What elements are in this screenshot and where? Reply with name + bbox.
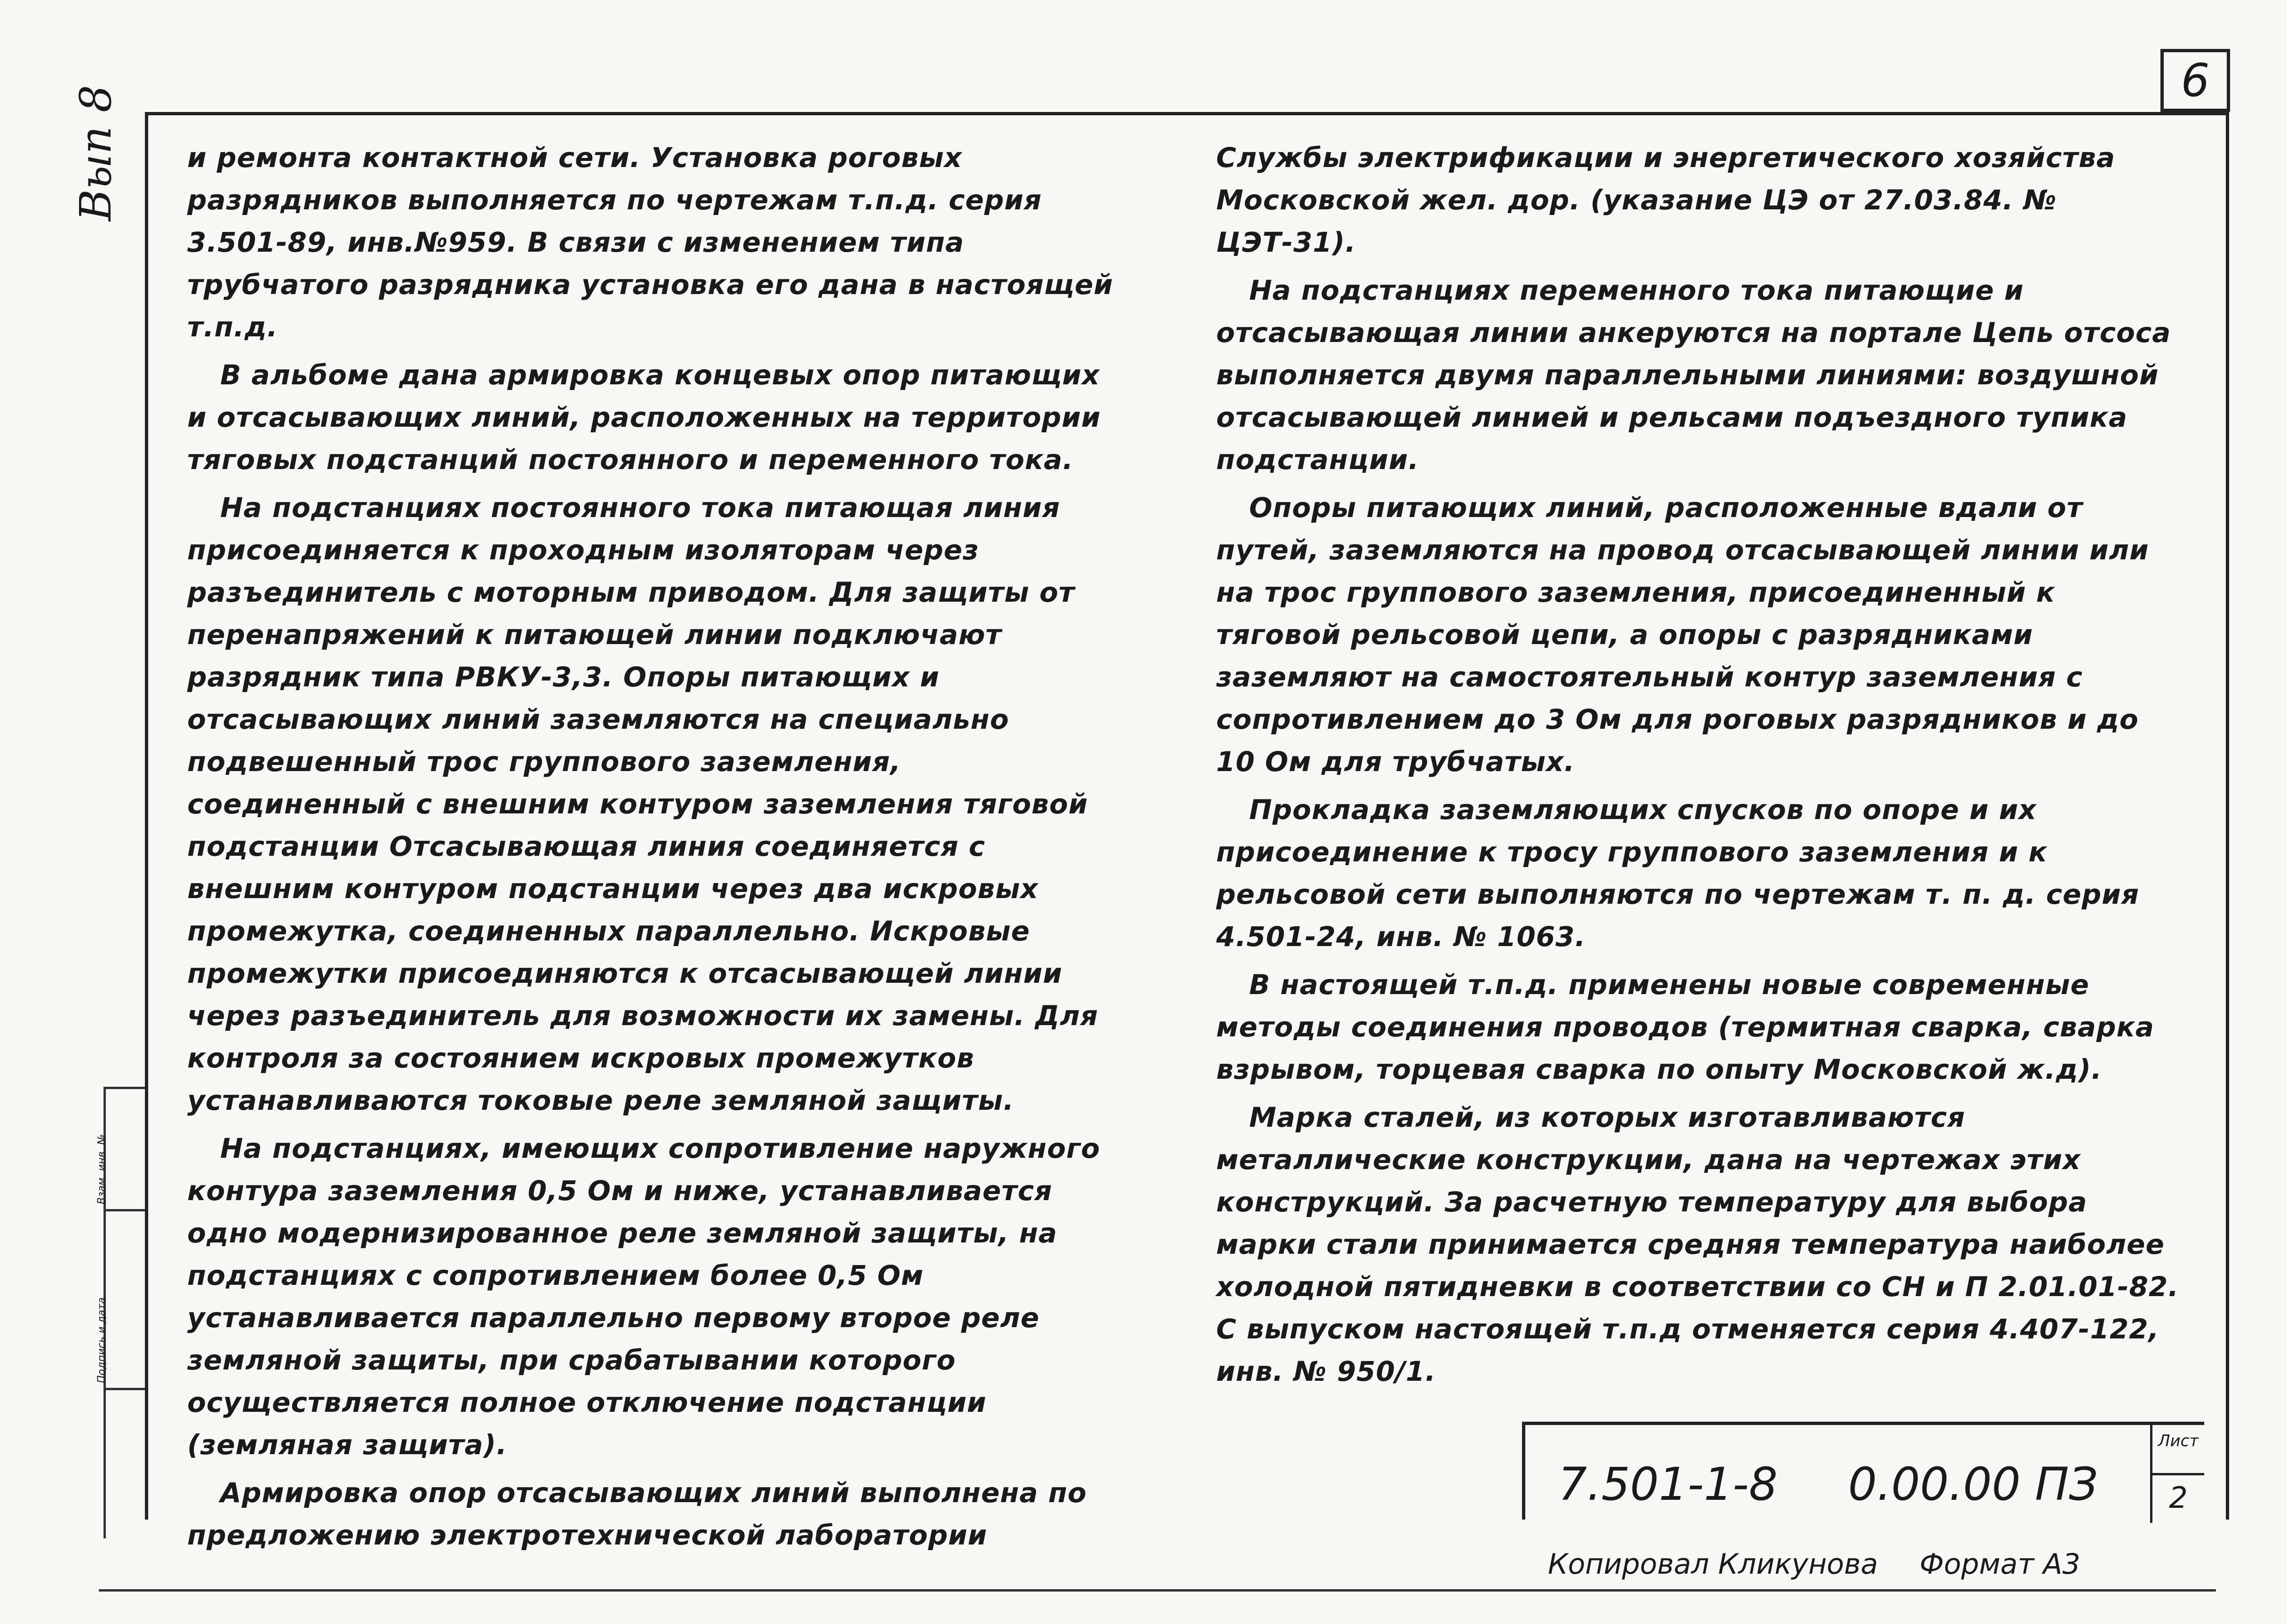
title-block — [1522, 1422, 2204, 1520]
left-paragraph-4: На подстанциях, имеющих сопротивление наружного контура заземления 0,5 Ом и ниже, устанавливается одно модернизированное реле земляной защиты, на подстанциях с сопротивлением более 0,5 Ом устанавливается параллельно первому второе реле земляной защиты, при срабатывании которого осуществляется полное отключение подстанции (земляная защита). — [187, 1132, 1100, 1461]
right-paragraph-6: Марка сталей, из которых изготавливаются металлические конструкции, дана на чертежах этих конструкций. За расчетную температуру для выбора марки стали принимается средняя температура наиболее холодной пятидневки в соответствии со СН и П 2.01.01-82. С выпуском настоящей т.п.д отменяется серия 4.407-122, инв. № 950/1. — [1216, 1101, 2179, 1387]
left-paragraph-2: В альбоме дана армировка концевых опор питающих и отсасывающих линий, расположенных на территории тяговых подстанций постоянного и переменного тока. — [187, 359, 1101, 476]
bottom-rule — [99, 1589, 2216, 1592]
document-number: 0.00.00 ПЗ — [1848, 1458, 2098, 1511]
strip-label-1: Взам. инв. № — [96, 1134, 108, 1204]
copied-by-note: Копировал Кликунова — [1548, 1548, 1878, 1581]
sheet-label: Лист — [2158, 1432, 2199, 1450]
strip-cell-3 — [106, 1390, 145, 1541]
strip-cell-1 — [96, 1089, 145, 1211]
left-paragraph-3: На подстанциях постоянного тока питающая линия присоединяется к проходным изоляторам через разъединитель с моторным приводом. Для защиты от перенапряжений к питающей линии подключают разрядник типа РВКУ-3,3. Опоры питающих и отсасывающих линий заземляются на специально подвешенный трос группового заземления, соединенный с внешним контуром заземления тяговой подстанции Отсасывающая линия соединяется с внешним контуром подстанции через два искровых промежутка, соединенных параллельно. Искровые промежутки присоединяются к отсасывающей линии через разъединитель для возможности их замены. Для контроля за состоянием искровых промежутков устанавливаются токовые реле земляной защиты. — [187, 492, 1099, 1116]
sheet-box — [2150, 1425, 2204, 1523]
right-paragraph-5: В настоящей т.п.д. применены новые современные методы соединения проводов (термитная сварка, сварка взрывом, торцевая сварка по опыту Московской ж.д). — [1216, 969, 2154, 1085]
document-code: 7.501-1-8 — [1558, 1458, 1778, 1511]
right-paragraph-1: Службы электрификации и энергетического хозяйства Московской жел. дор. (указание ЦЭ от 27.03.84. № ЦЭТ-31). — [1216, 142, 2116, 258]
left-paragraph-1: и ремонта контактной сети. Установка роговых разрядников выполняется по чертежам т.п.д. серия 3.501-89, инв.№959. В связи с изменением типа трубчатого разрядника установка его дана в настоящей т.п.д. — [187, 142, 1114, 343]
strip-cell-2 — [96, 1211, 145, 1390]
sheet-number: 2 — [2152, 1473, 2204, 1522]
right-paragraph-3: Опоры питающих линий, расположенные вдали от путей, заземляются на провод отсасывающей линии или на трос группового заземления, присоединенный к тяговой рельсовой цепи, а опоры с разрядниками заземляют на самостоятельный контур заземления с сопротивлением до 3 Ом для роговых разрядников и до 10 Ом для трубчатых. — [1216, 492, 2149, 778]
right-paragraph-4: Прокладка заземляющих спусков по опоре и их присоединение к тросу группового заземления и к рельсовой сети выполняются по чертежам т. п. д. серия 4.501-24, инв. № 1063. — [1216, 794, 2139, 953]
corner-page-number: 6 — [2160, 49, 2230, 112]
format-note: Формат А3 — [1920, 1548, 2080, 1581]
strip-label-2: Подпись и дата — [96, 1297, 108, 1383]
right-paragraph-2: На подстанциях переменного тока питающие и отсасывающая линии анкеруются на портале Цепь отсоса выполняется двумя параллельными линиями: воздушной отсасывающей линией и рельсами подъездного тупика подстанции. — [1216, 274, 2171, 476]
margin-stamp-strip — [96, 1087, 145, 1538]
document-designation — [1558, 1458, 2098, 1511]
left-paragraph-5: Армировка опор отсасывающих линий выполнена по предложению электротехнической лаборатории — [187, 1477, 1087, 1551]
right-text-column — [1216, 136, 2185, 1398]
left-text-column — [187, 136, 1128, 1562]
side-handwritten-note: Вып 8 — [71, 85, 121, 221]
